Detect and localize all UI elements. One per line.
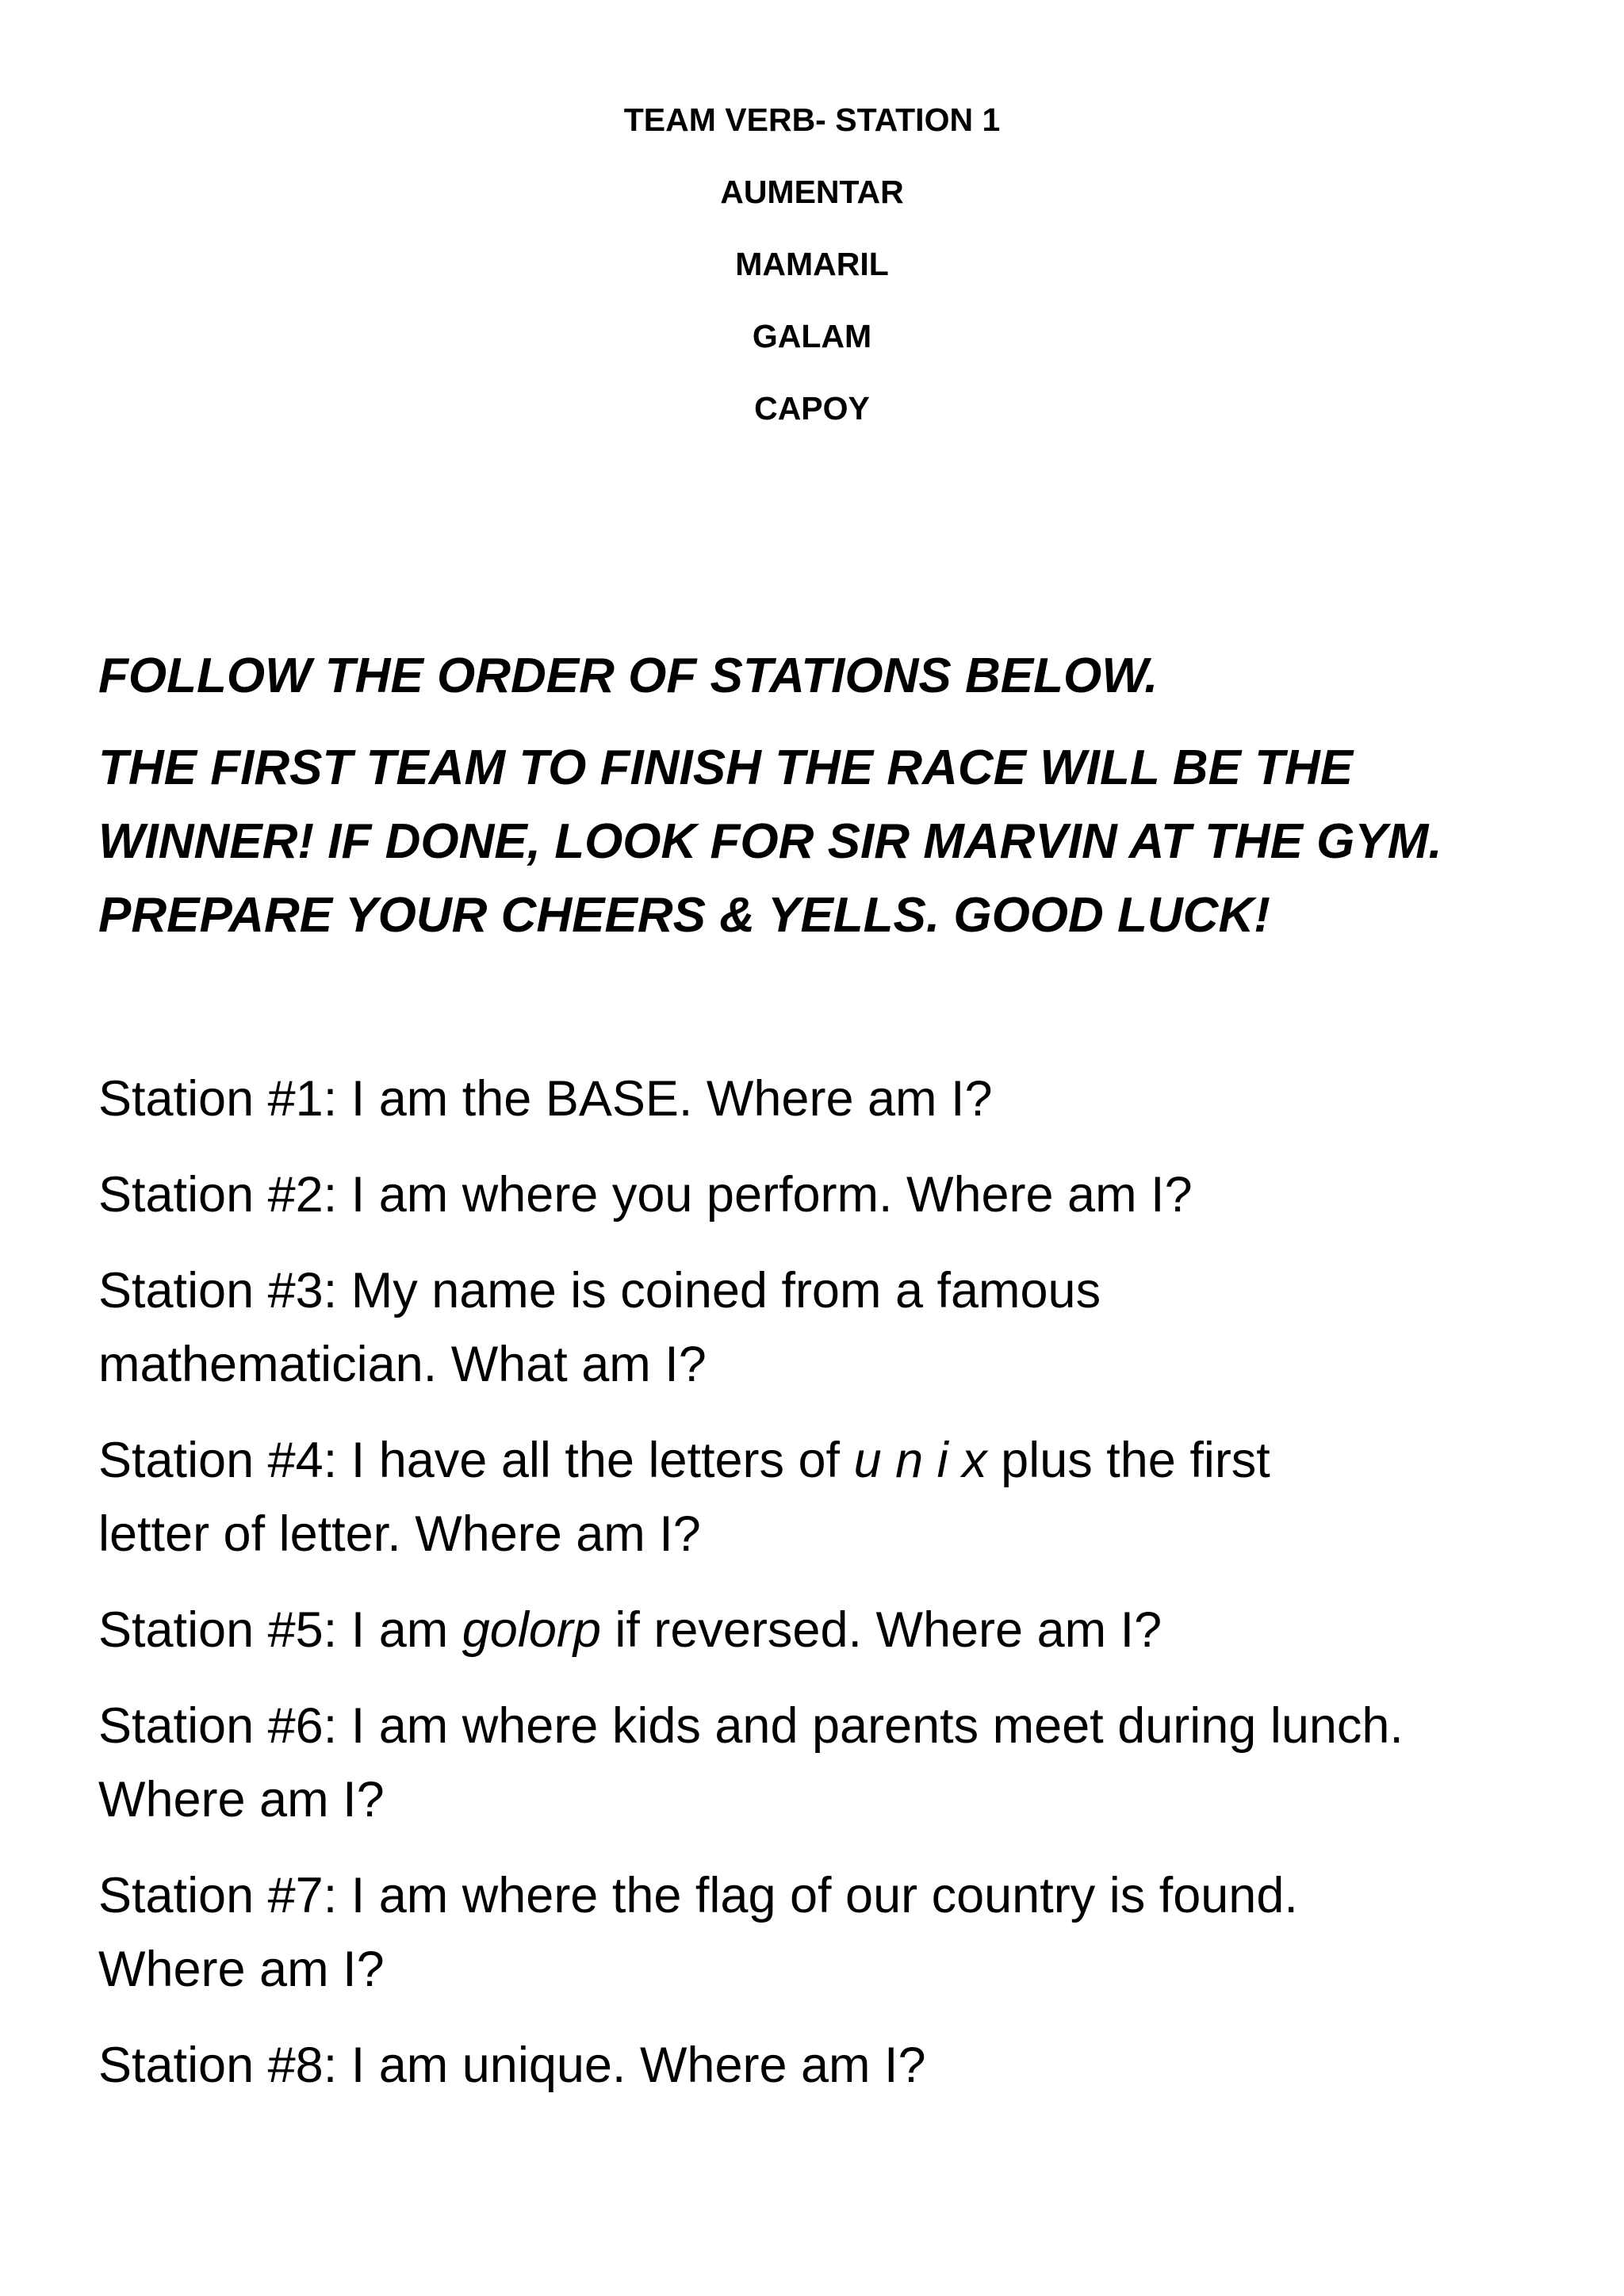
team-member: GALAM — [752, 318, 872, 354]
station-4-italic-word: u n i x — [853, 1433, 987, 1488]
instruction-line: PREPARE YOUR CHEERS & YELLS. GOOD LUCK! — [98, 888, 1270, 943]
station-6-line-2: Where am I? — [98, 1772, 385, 1827]
station-7-line-1: Station #7: I am where the flag of our country is found. — [98, 1868, 1298, 1923]
station-3-line-2: mathematician. What am I? — [98, 1337, 707, 1392]
race-instructions — [98, 639, 1542, 952]
team-member: MAMARIL — [735, 246, 889, 282]
station-4-prefix: Station #4: I have all the letters of — [98, 1433, 854, 1488]
station-5-prefix: Station #5: I am — [98, 1602, 462, 1658]
team-member: CAPOY — [754, 390, 870, 427]
station-list — [98, 1062, 1557, 2125]
team-header — [0, 101, 1624, 462]
station-6-clue — [98, 1689, 1557, 1837]
station-2-clue — [98, 1158, 1557, 1232]
station-5-suffix: if reversed. Where am I? — [600, 1602, 1162, 1658]
station-8-text: Station #8: I am unique. Where am I? — [98, 2038, 926, 2093]
station-7-line-2: Where am I? — [98, 1942, 385, 1997]
station-1-clue — [98, 1062, 1557, 1136]
station-8-clue — [98, 2029, 1557, 2103]
instruction-line: WINNER! IF DONE, LOOK FOR SIR MARVIN AT THE GYM. — [98, 814, 1442, 869]
station-5-italic-word: golorp — [462, 1602, 601, 1658]
instruction-line: FOLLOW THE ORDER OF STATIONS BELOW. — [98, 649, 1159, 703]
team-member: AUMENTAR — [720, 174, 904, 210]
station-6-line-1: Station #6: I am where kids and parents meet during lunch. — [98, 1698, 1404, 1754]
station-3-line-1: Station #3: My name is coined from a famous — [98, 1263, 1101, 1318]
station-1-text: Station #1: I am the BASE. Where am I? — [98, 1071, 993, 1127]
station-2-text: Station #2: I am where you perform. Where am I? — [98, 1167, 1193, 1223]
team-title: TEAM VERB- STATION 1 — [623, 101, 1001, 138]
station-4-suffix: plus the first — [986, 1433, 1270, 1488]
instruction-line: THE FIRST TEAM TO FINISH THE RACE WILL BE THE — [98, 740, 1354, 795]
station-5-clue — [98, 1594, 1557, 1667]
station-3-clue — [98, 1254, 1557, 1402]
station-7-clue — [98, 1859, 1557, 2007]
station-4-line-2: letter of letter. Where am I? — [98, 1506, 701, 1562]
station-4-clue — [98, 1424, 1557, 1571]
